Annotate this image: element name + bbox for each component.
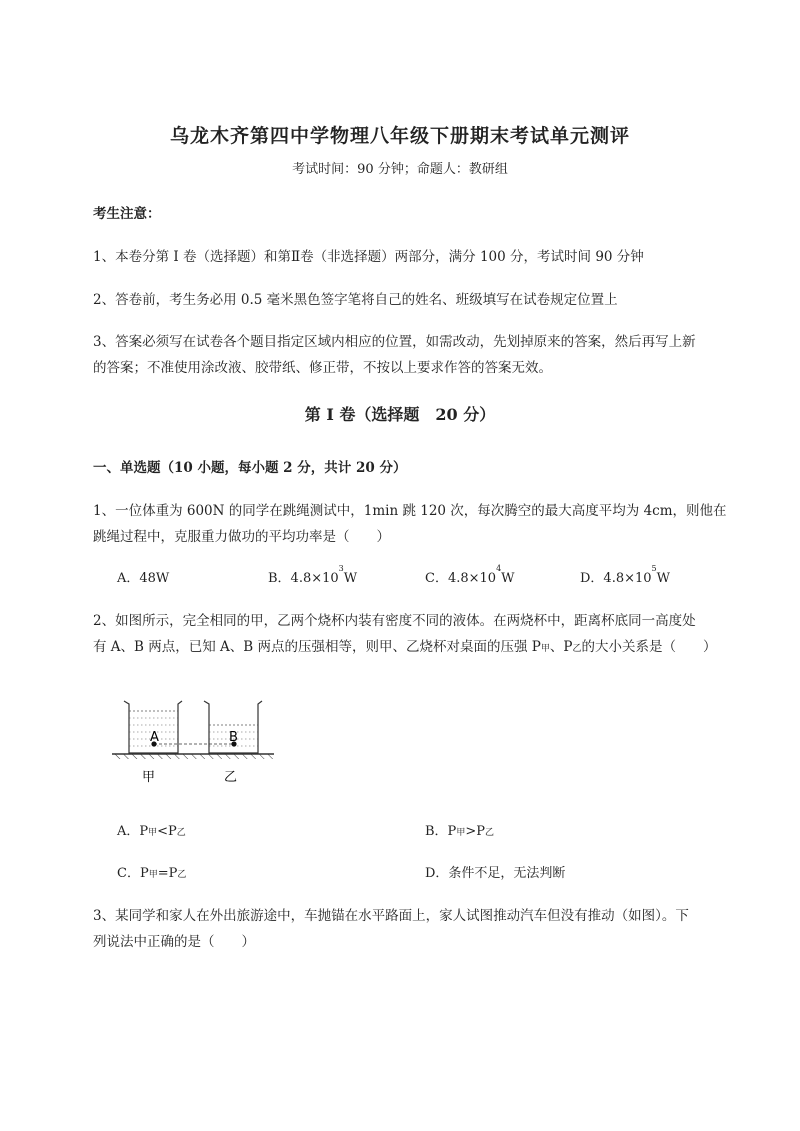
- q2-option-a-sub2: 乙: [176, 828, 186, 838]
- note-item-3: 3、答案必须写在试卷各个题目指定区域内相应的位置，如需改动，先划掉原来的答案，然后再写上新: [93, 334, 696, 350]
- q1-option-a[interactable]: A．48W: [117, 571, 170, 586]
- q2-option-c[interactable]: [117, 862, 186, 881]
- q3-line-2: 列说法中正确的是（ ）: [93, 934, 255, 950]
- q1-option-c-unit: W: [501, 571, 515, 586]
- note-item-3-cont: 的答案；不准使用涂改液、胶带纸、修正带，不按以上要求作答的答案无效。: [93, 360, 552, 376]
- point-a-label: A: [150, 730, 159, 745]
- note-item-1: 1、本卷分第 I 卷（选择题）和第Ⅱ卷（非选择题）两部分，满分 100 分，考试时间 90 分钟: [93, 249, 644, 265]
- question-type-heading: 一、单选题（10 小题，每小题 2 分，共计 20 分）: [93, 460, 407, 476]
- q2-line-2: [93, 635, 717, 655]
- table-hatch: [112, 754, 274, 759]
- q2-option-c-sub2: 乙: [177, 870, 187, 880]
- q2-option-a[interactable]: [117, 820, 186, 839]
- q2-option-a-op: <P: [157, 824, 177, 839]
- exam-subtitle: 考试时间：90 分钟；命题人：教研组: [292, 162, 508, 177]
- point-b-label: B: [229, 730, 238, 745]
- q2-option-b-sub1: 甲: [456, 828, 466, 838]
- q1-option-b-unit: W: [343, 571, 358, 586]
- beaker-right-label: 乙: [224, 770, 238, 785]
- note-item-2: 2、答卷前，考生务必用 0.5 毫米黑色签字笔将自己的姓名、班级填写在试卷规定位置上: [93, 292, 618, 308]
- q2-option-c-pre: C．P: [117, 866, 149, 881]
- q1-option-c[interactable]: [425, 564, 515, 586]
- q2-option-a-pre: A．P: [117, 824, 149, 839]
- q2-line-1: 2、如图所示，完全相同的甲，乙两个烧杯内装有密度不同的液体。在两烧杯中，距离杯底同一高度处: [93, 613, 696, 629]
- q3-line-1: 3、某同学和家人在外出旅游途中，车抛锚在水平路面上，家人试图推动汽车但没有推动（如图）。下: [93, 908, 689, 924]
- beaker-left-label: 甲: [142, 770, 156, 785]
- q1-option-d-unit: W: [656, 571, 671, 586]
- exam-title: 乌龙木齐第四中学物理八年级下册期末考试单元测评: [169, 125, 630, 147]
- q1-line-1: 1、一位体重为 600N 的同学在跳绳测试中，1min 跳 120 次，每次腾空的最大高度平均为 4cm，则他在: [93, 503, 727, 519]
- section-title: 第 I 卷（选择题 20 分）: [304, 405, 496, 424]
- q2-option-b-pre: B．P: [425, 824, 457, 839]
- q1-option-c-exp: 4: [496, 564, 502, 573]
- q1-option-b-base: B．4.8×10: [268, 571, 339, 586]
- q2-line-2-sub2: 乙: [572, 644, 582, 654]
- q2-line-2-sub1: 甲: [540, 644, 550, 654]
- q2-line-2-pre: 有 A、B 两点，已知 A、B 两点的压强相等，则甲、乙烧杯对桌面的压强 P: [93, 639, 541, 655]
- q1-option-d[interactable]: [580, 564, 671, 586]
- q1-option-c-base: C．4.8×10: [425, 571, 497, 586]
- q2-line-2-post: 的大小关系是（ ）: [581, 639, 717, 655]
- q1-option-b[interactable]: [268, 564, 358, 586]
- q2-option-b-sub2: 乙: [484, 828, 494, 838]
- q1-option-b-exp: 3: [338, 564, 344, 573]
- beakers-figure: [110, 690, 280, 790]
- q2-option-b-op: >P: [465, 824, 485, 839]
- q2-option-d[interactable]: D．条件不足，无法判断: [425, 866, 566, 881]
- q2-line-2-mid: 、P: [549, 639, 573, 655]
- q1-line-2: 跳绳过程中，克服重力做功的平均功率是（ ）: [93, 529, 390, 545]
- q2-option-c-op: =P: [157, 866, 178, 881]
- q1-option-d-exp: 5: [651, 564, 657, 573]
- q2-option-c-sub1: 甲: [148, 870, 158, 880]
- q2-option-b[interactable]: [425, 820, 494, 839]
- q1-option-d-base: D．4.8×10: [580, 571, 652, 586]
- beakers-diagram: [110, 690, 280, 790]
- notes-heading: 考生注意：: [93, 206, 161, 222]
- q2-option-a-sub1: 甲: [148, 828, 158, 838]
